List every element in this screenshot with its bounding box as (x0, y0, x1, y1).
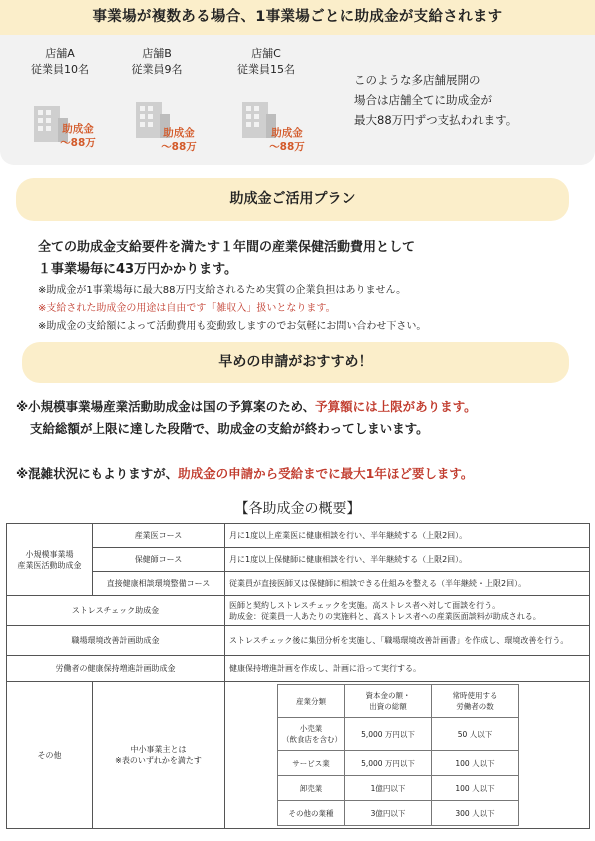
subsidy-amount: ～88万 (161, 141, 197, 153)
stress-desc (225, 596, 590, 626)
sme-cell: 5,000 万円以下 (345, 751, 432, 776)
early-highlight: 助成金の申請から受給までに最大1年ほど要します。 (178, 466, 474, 481)
sme-label-line: 中小事業主とは (130, 745, 187, 754)
table-row (7, 572, 590, 596)
sme-header: 常時使用する 労働者の数 (432, 685, 519, 718)
plan-line-1: 全ての助成金支給要件を満たす１年間の産業保健活動費用として (38, 240, 416, 255)
store-employees: 従業員15名 (237, 63, 295, 76)
subsidy-label: 助成金 (163, 127, 195, 139)
sme-cell: 1億円以下 (345, 776, 432, 801)
table-title: 【各助成金の概要】 (234, 501, 361, 517)
early-paragraph-1 (16, 397, 477, 415)
sme-row (278, 801, 519, 826)
sme-header: 産業分類 (278, 685, 345, 718)
multi-store-note (354, 70, 594, 130)
plan-title: 助成金ご活用プラン (16, 178, 569, 221)
early-text: ※小規模事業場産業活動助成金は国の予算案のため、 (16, 399, 316, 414)
subsidy-amount: ～88万 (60, 137, 96, 149)
sme-row (278, 718, 519, 751)
course-name: 産業医コース (93, 524, 225, 548)
top-banner (0, 0, 595, 35)
subsidy-label: 助成金 (62, 123, 94, 135)
course-name: 直接健康相談環境整備コース (93, 572, 225, 596)
sme-cell: 3億円以下 (345, 801, 432, 826)
store-name: 店舗C (251, 47, 281, 60)
sme-cell: その他の業種 (278, 801, 345, 826)
sme-cell: 300 人以下 (432, 801, 519, 826)
stress-desc-line: 助成金：従業員一人あたりの実施料と、高ストレス者への産業医面談料が助成される。 (229, 611, 541, 621)
note-line: このような多店舗展開の (354, 73, 481, 87)
course-desc: 月に1度以上保健師に健康相談を行い、半年継続する（上限2回）。 (225, 548, 590, 572)
sme-cell: サービス業 (278, 751, 345, 776)
stress-desc-line: 医師と契約しストレスチェックを実施。高ストレス者へ対して面談を行う。 (229, 600, 501, 610)
store-employees: 従業員9名 (131, 63, 183, 76)
table-row (7, 524, 590, 548)
subsidy-label: 助成金 (271, 127, 303, 139)
table-row (7, 656, 590, 682)
sme-header: 資本金の額・ 出資の総額 (345, 685, 432, 718)
early-paragraph-2 (16, 464, 473, 482)
store-name: 店舗B (142, 47, 172, 60)
early-paragraph-1-cont: 支給総額が上限に達した段階で、助成金の支給が終わってしまいます。 (30, 421, 429, 436)
banner-title: 事業場が複数ある場合、1事業場ごとに助成金が支給されます (92, 9, 503, 25)
sme-table-cell (225, 682, 590, 829)
plan-line-2: １事業場毎に43万円かかります。 (38, 262, 238, 277)
sme-row (278, 776, 519, 801)
sme-cell: 小売業 （飲食店を含む） (278, 718, 345, 751)
subsidy-c (262, 126, 312, 154)
early-text: ※混雑状況にもよりますが、 (16, 466, 179, 481)
plan-note-1: ※助成金が1事業場毎に最大88万円支給されるため実質の企業負担はありません。 (38, 285, 407, 296)
other-label: その他 (7, 682, 93, 829)
store-employees: 従業員10名 (31, 63, 89, 76)
subsidy-amount: ～88万 (269, 141, 305, 153)
env-desc: ストレスチェック後に集団分析を実施し、「職場環境改善計画書」を作成し、環境改善を行う。 (225, 626, 590, 656)
sme-label (93, 682, 225, 829)
subsidy-b (154, 126, 204, 154)
subsidy-overview-table (6, 523, 590, 829)
table-row (7, 596, 590, 626)
store-a (12, 46, 108, 78)
sme-cell: 50 人以下 (432, 718, 519, 751)
table-row (7, 548, 590, 572)
table-row (7, 682, 590, 829)
small-group-label: 小規模事業場 産業医活動助成金 (7, 524, 93, 596)
store-c (218, 46, 314, 78)
early-highlight: 予算額には上限があります。 (315, 399, 477, 414)
sme-cell: 卸売業 (278, 776, 345, 801)
store-name: 店舗A (45, 47, 75, 60)
health-label: 労働者の健康保持増進計画助成金 (7, 656, 225, 682)
course-desc: 月に1度以上産業医に健康相談を行い、半年継続する（上限2回）。 (225, 524, 590, 548)
sme-cell: 5,000 万円以下 (345, 718, 432, 751)
course-desc: 従業員が直接医師又は保健師に相談できる仕組みを整える（半年継続・上限2回）。 (225, 572, 590, 596)
sme-header-row (278, 685, 519, 718)
stress-label: ストレスチェック助成金 (7, 596, 225, 626)
health-desc: 健康保持増進計画を作成し、計画に沿って実行する。 (225, 656, 590, 682)
subsidy-a (54, 122, 102, 150)
store-b (109, 46, 205, 78)
sme-label-line: ※表のいずれかを満たす (115, 756, 202, 765)
sme-row (278, 751, 519, 776)
table-row (7, 626, 590, 656)
note-line: 場合は店舗全てに助成金が (354, 93, 492, 107)
early-title: 早めの申請がおすすめ！ (22, 342, 569, 383)
sme-cell: 100 人以下 (432, 751, 519, 776)
sme-cell: 100 人以下 (432, 776, 519, 801)
env-label: 職場環境改善計画助成金 (7, 626, 225, 656)
plan-note-3: ※助成金の支給額によって活動費用も変動致しますのでお気軽にお問い合わせ下さい。 (38, 321, 427, 332)
note-line: 最大88万円ずつ支払われます。 (354, 113, 518, 127)
course-name: 保健師コース (93, 548, 225, 572)
plan-note-2: ※支給された助成金の用途は自由です「雑収入」扱いとなります。 (38, 303, 336, 314)
sme-criteria-table (277, 684, 519, 826)
